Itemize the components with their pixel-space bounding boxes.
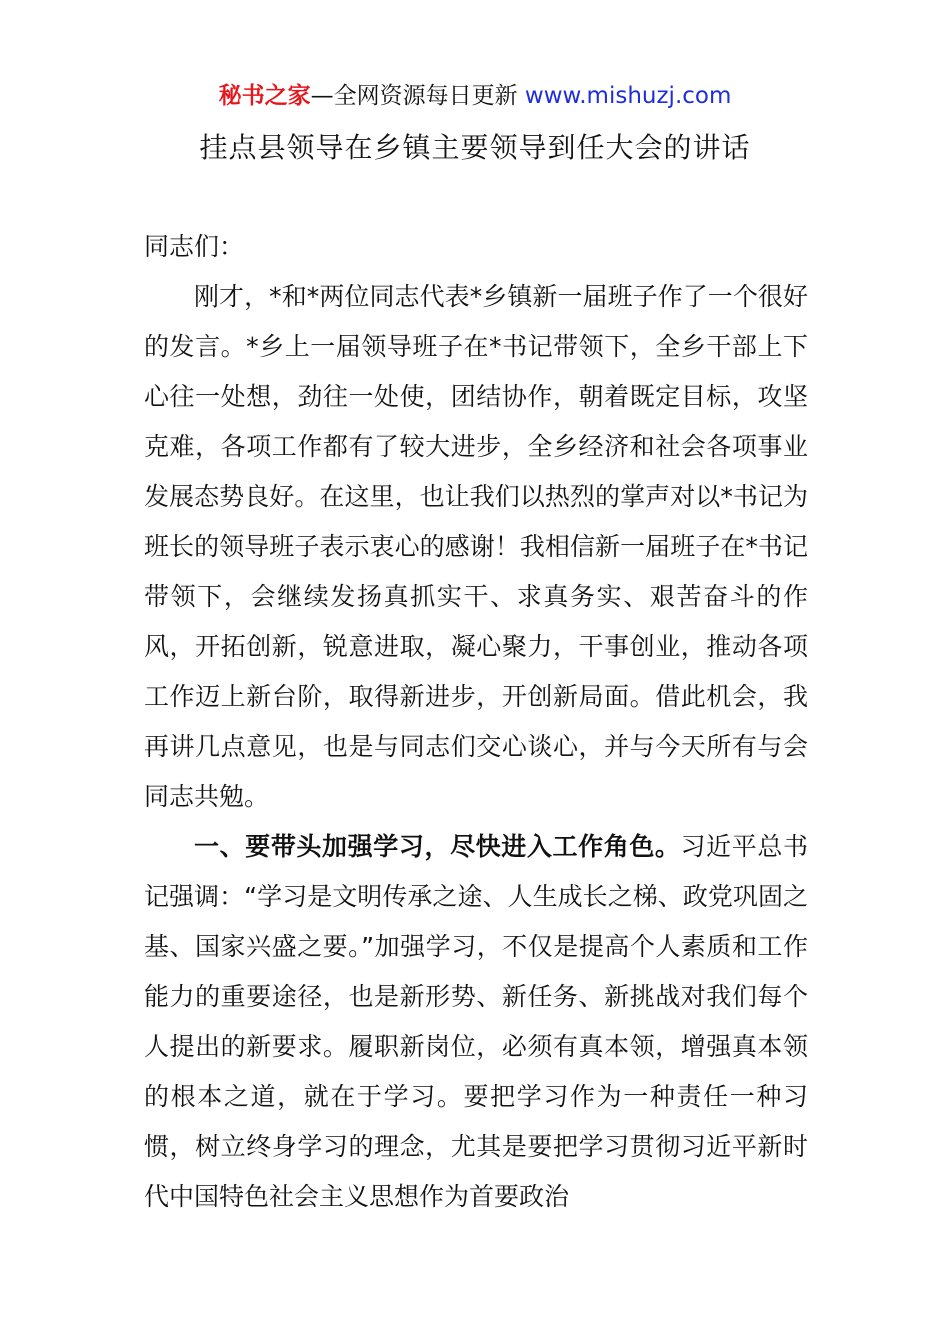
site-tagline: —全网资源每日更新	[310, 83, 525, 109]
paragraph-2	[144, 822, 808, 1222]
section-1-heading: 一、要带头加强学习，尽快进入工作角色。	[194, 832, 681, 861]
paragraph-1: 刚才，*和*两位同志代表*乡镇新一届班子作了一个很好的发言。*乡上一届领导班子在*书记带领下，全乡干部上下心往一处想，劲往一处使，团结协作，朝着既定目标，攻坚克难，各项工作都有了较大进步，全乡经济和社会各项事业发展态势良好。在这里，也让我们以热烈的掌声对以*书记为班长的领导班子表示衷心的感谢！我相信新一届班子在*书记带领下，会继续发扬真抓实干、求真务实、艰苦奋斗的作风，开拓创新，锐意进取，凝心聚力，干事创业，推动各项工作迈上新台阶，取得新进步，开创新局面。借此机会，我再讲几点意见，也是与同志们交心谈心，并与今天所有与会同志共勉。	[144, 282, 808, 811]
site-header	[0, 80, 950, 112]
document-body	[144, 222, 808, 1222]
document-title: 挂点县领导在乡镇主要领导到任大会的讲话	[199, 131, 751, 164]
brand-name: 秘书之家	[218, 83, 311, 109]
site-url-link[interactable]: www.mishuzj.com	[524, 83, 732, 109]
salutation: 同志们：	[144, 232, 245, 261]
section-1-text: 习近平总书记强调：“学习是文明传承之途、人生成长之梯、政党巩固之基、国家兴盛之要。”加强学习，不仅是提高个人素质和工作能力的重要途径，也是新形势、新任务、新挑战对我们每个人提出的新要求。履职新岗位，必须有真本领，增强真本领的根本之道，就在于学习。要把学习作为一种责任一种习惯，树立终身学习的理念，尤其是要把学习贯彻习近平新时代中国特色社会主义思想作为首要政治	[144, 832, 808, 1211]
